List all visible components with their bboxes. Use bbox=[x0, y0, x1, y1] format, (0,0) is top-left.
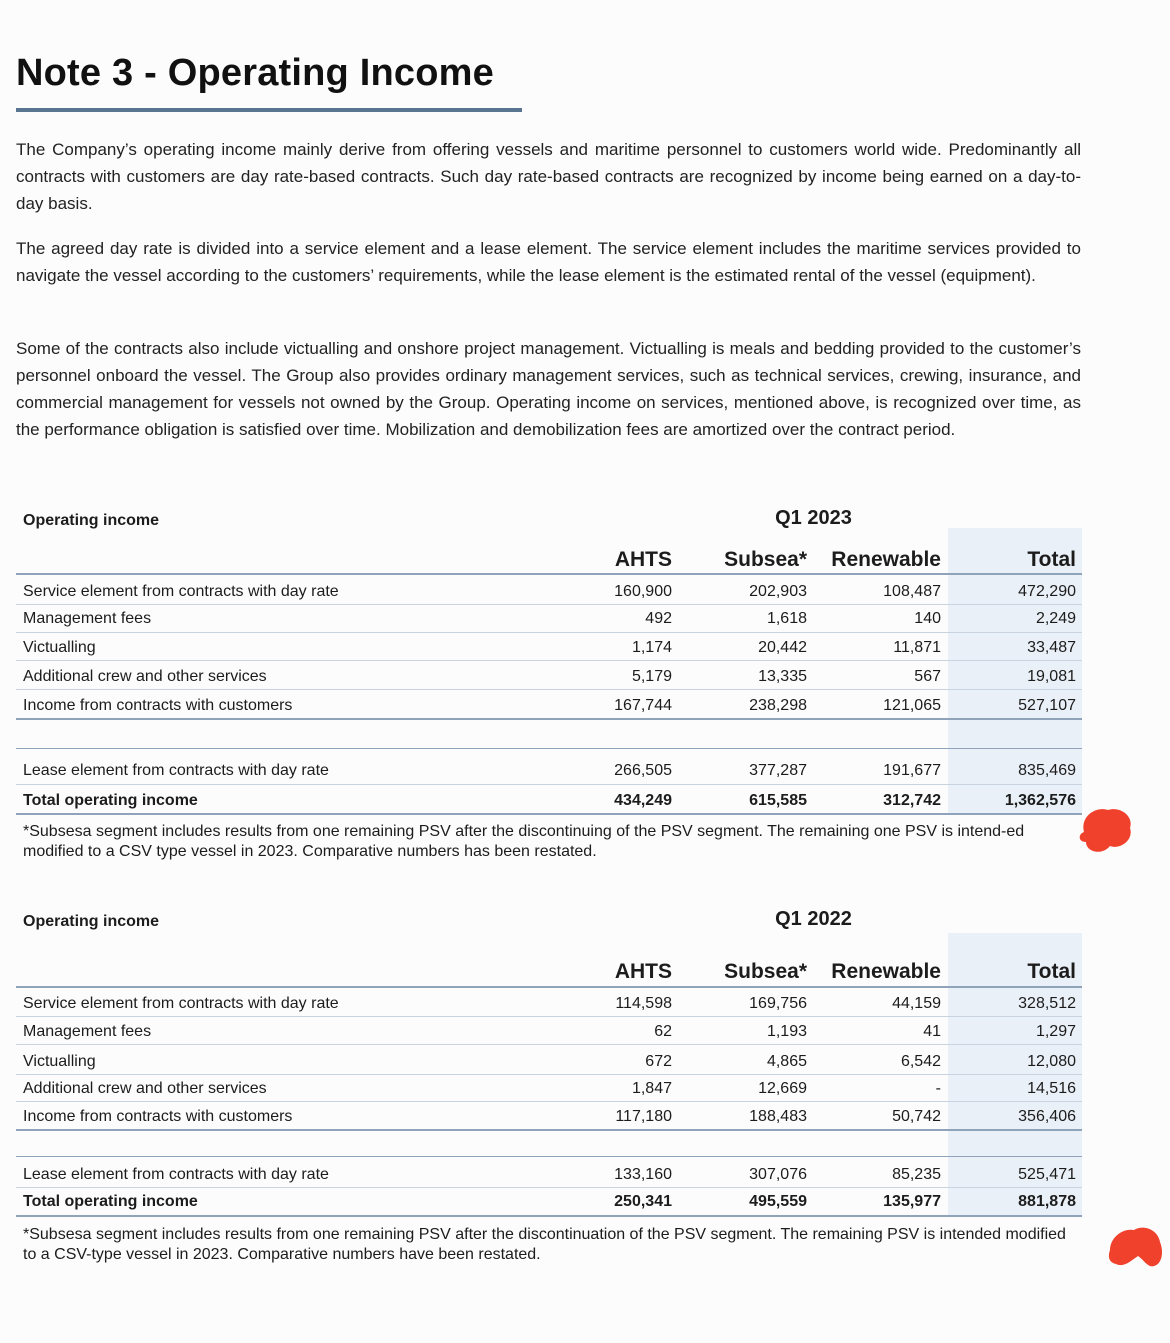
row-label: Additional crew and other services bbox=[23, 668, 267, 685]
cell-ahts: 266,505 bbox=[614, 762, 672, 779]
table-row bbox=[0, 1163, 1170, 1187]
table-row-total bbox=[0, 1190, 1170, 1214]
cell-total: 12,080 bbox=[1027, 1053, 1076, 1070]
total-divider bbox=[16, 813, 1082, 815]
column-header-ahts: AHTS bbox=[614, 960, 672, 983]
cell-subsea: 13,335 bbox=[758, 668, 807, 685]
cell-total: 19,081 bbox=[1027, 668, 1076, 685]
row-label: Total operating income bbox=[23, 792, 198, 809]
cell-total: 525,471 bbox=[1018, 1166, 1076, 1183]
row-divider bbox=[16, 1074, 1082, 1075]
cell-subsea: 169,756 bbox=[749, 995, 807, 1012]
cell-renewable: 108,487 bbox=[883, 583, 941, 600]
table-row bbox=[0, 759, 1170, 783]
cell-ahts: 672 bbox=[645, 1053, 672, 1070]
table-title: Operating income bbox=[23, 913, 160, 930]
row-divider bbox=[16, 660, 1082, 661]
row-label: Lease element from contracts with day rate bbox=[23, 762, 329, 779]
cell-total: 1,297 bbox=[1035, 1023, 1076, 1040]
cell-total: 2,249 bbox=[1035, 610, 1076, 627]
column-header-total: Total bbox=[1027, 960, 1076, 983]
table-row bbox=[0, 636, 1170, 660]
cell-ahts: 114,598 bbox=[615, 995, 672, 1012]
cell-subsea: 307,076 bbox=[749, 1166, 807, 1183]
row-label: Management fees bbox=[23, 1023, 152, 1040]
row-label: Victualling bbox=[23, 639, 96, 656]
table-row bbox=[0, 1020, 1170, 1044]
cell-total: 14,516 bbox=[1027, 1080, 1076, 1097]
footnote: *Subsesa segment includes results from one remaining PSV after the discontinuation of the PSV segment. The remaining PSV is intended modified to a CSV-type vessel in 2023. Comparative numbers have been restated. bbox=[23, 1226, 1066, 1263]
cell-subsea: 1,193 bbox=[766, 1023, 807, 1040]
cell-subsea: 20,442 bbox=[758, 639, 807, 656]
row-divider bbox=[16, 784, 1082, 785]
paragraph-day-rate: The agreed day rate is divided into a service element and a lease element. The service element includes the maritime services provided to navigate the vessel according to the customers’ requirements, while the lease element is the estimated rental of the vessel (equipment). bbox=[16, 239, 1081, 285]
table-row bbox=[0, 665, 1170, 689]
cell-total: 356,406 bbox=[1018, 1108, 1076, 1125]
column-header-subsea: Subsea* bbox=[724, 960, 807, 983]
cell-ahts: 434,249 bbox=[614, 792, 672, 809]
row-divider bbox=[16, 1044, 1082, 1045]
cell-renewable: 11,871 bbox=[893, 639, 941, 656]
cell-ahts: 5,179 bbox=[631, 668, 672, 685]
title-underline bbox=[16, 108, 522, 112]
cell-subsea: 188,483 bbox=[749, 1108, 807, 1125]
subtotal-divider bbox=[16, 1129, 1082, 1131]
cell-subsea: 615,585 bbox=[749, 792, 807, 809]
row-label: Service element from contracts with day rate bbox=[23, 583, 339, 600]
table-title: Operating income bbox=[23, 512, 160, 529]
cell-ahts: 167,744 bbox=[614, 697, 672, 714]
cell-renewable: 50,742 bbox=[892, 1108, 941, 1125]
cell-total: 881,878 bbox=[1018, 1193, 1076, 1210]
table-row bbox=[0, 1105, 1170, 1129]
cell-subsea: 4,865 bbox=[766, 1053, 807, 1070]
table-row bbox=[0, 1050, 1170, 1074]
cell-renewable: - bbox=[935, 1080, 941, 1097]
red-annotation-mark bbox=[1074, 802, 1136, 858]
row-divider bbox=[16, 1101, 1082, 1102]
section-divider bbox=[16, 1156, 1082, 1157]
cell-ahts: 492 bbox=[645, 610, 672, 627]
cell-ahts: 1,174 bbox=[631, 639, 672, 656]
row-label: Lease element from contracts with day rate bbox=[23, 1166, 329, 1183]
row-label: Income from contracts with customers bbox=[23, 697, 293, 714]
table-row bbox=[0, 607, 1170, 631]
period-heading: Q1 2023 bbox=[775, 507, 852, 529]
footnote: *Subsesa segment includes results from one remaining PSV after the discontinuing of the PSV segment. The remaining one PSV is intend-ed modified to a CSV type vessel in 2023. Comparative numbers has been restated. bbox=[23, 823, 1025, 860]
cell-renewable: 140 bbox=[914, 610, 941, 627]
subtotal-divider bbox=[16, 718, 1082, 720]
row-divider bbox=[16, 604, 1082, 605]
row-label: Management fees bbox=[23, 610, 152, 627]
cell-renewable: 85,235 bbox=[892, 1166, 941, 1183]
cell-ahts: 1,847 bbox=[631, 1080, 672, 1097]
cell-ahts: 117,180 bbox=[615, 1108, 672, 1125]
cell-total: 1,362,576 bbox=[1004, 792, 1076, 809]
row-divider bbox=[16, 689, 1082, 690]
table-row bbox=[0, 580, 1170, 604]
column-header-total: Total bbox=[1027, 548, 1076, 571]
period-heading: Q1 2022 bbox=[775, 908, 852, 930]
cell-renewable: 191,677 bbox=[883, 762, 941, 779]
cell-ahts: 62 bbox=[654, 1023, 672, 1040]
cell-total: 328,512 bbox=[1018, 995, 1076, 1012]
red-annotation-mark bbox=[1104, 1220, 1166, 1272]
cell-renewable: 121,065 bbox=[883, 697, 941, 714]
column-header-renewable: Renewable bbox=[831, 548, 941, 571]
paragraph-victualling: Some of the contracts also include victualling and onshore project management. Victualling is meals and bedding provided to the customer’s personnel onboard the vessel. The Group also provides ordinary management services, such as technical services, crewing, insurance, and commercial management for vessels not owned by the Group. Operating income on services, mentioned above, is recognized over time, as the performance obligation is satisfied over time. Mobilization and demobilization fees are amortized over the contract period. bbox=[16, 339, 1081, 439]
section-divider bbox=[16, 748, 1082, 749]
cell-renewable: 6,542 bbox=[900, 1053, 941, 1070]
table-row bbox=[0, 1077, 1170, 1101]
table-row bbox=[0, 694, 1170, 718]
cell-subsea: 202,903 bbox=[749, 583, 807, 600]
cell-ahts: 250,341 bbox=[614, 1193, 672, 1210]
cell-total: 835,469 bbox=[1018, 762, 1076, 779]
cell-renewable: 44,159 bbox=[892, 995, 941, 1012]
row-divider bbox=[16, 632, 1082, 633]
table-row-total bbox=[0, 789, 1170, 813]
cell-subsea: 1,618 bbox=[766, 610, 807, 627]
header-divider bbox=[16, 986, 1082, 988]
row-label: Total operating income bbox=[23, 1193, 198, 1210]
row-divider bbox=[16, 1016, 1082, 1017]
cell-subsea: 238,298 bbox=[749, 697, 807, 714]
cell-subsea: 495,559 bbox=[749, 1193, 807, 1210]
column-header-subsea: Subsea* bbox=[724, 548, 807, 571]
cell-renewable: 567 bbox=[914, 668, 941, 685]
cell-total: 527,107 bbox=[1018, 697, 1076, 714]
cell-ahts: 160,900 bbox=[614, 583, 672, 600]
row-label: Income from contracts with customers bbox=[23, 1108, 293, 1125]
page-title: Note 3 - Operating Income bbox=[16, 52, 494, 94]
cell-renewable: 41 bbox=[923, 1023, 941, 1040]
row-label: Additional crew and other services bbox=[23, 1080, 267, 1097]
column-header-ahts: AHTS bbox=[614, 548, 672, 571]
cell-total: 33,487 bbox=[1027, 639, 1076, 656]
cell-ahts: 133,160 bbox=[614, 1166, 672, 1183]
cell-subsea: 12,669 bbox=[758, 1080, 807, 1097]
column-header-renewable: Renewable bbox=[831, 960, 941, 983]
total-divider bbox=[16, 1215, 1082, 1217]
cell-subsea: 377,287 bbox=[749, 762, 807, 779]
cell-renewable: 312,742 bbox=[883, 792, 941, 809]
row-divider bbox=[16, 1187, 1082, 1188]
row-label: Service element from contracts with day rate bbox=[23, 995, 339, 1012]
cell-total: 472,290 bbox=[1018, 583, 1076, 600]
table-row bbox=[0, 992, 1170, 1016]
row-label: Victualling bbox=[23, 1053, 96, 1070]
paragraph-income-sources: The Company’s operating income mainly derive from offering vessels and maritime personnel to customers world wide. Predominantly all contracts with customers are day rate-based contracts. Such day rate-based contracts are recognized by income being earned on a day-to-day basis. bbox=[16, 140, 1081, 213]
header-divider bbox=[16, 573, 1082, 575]
cell-renewable: 135,977 bbox=[883, 1193, 941, 1210]
